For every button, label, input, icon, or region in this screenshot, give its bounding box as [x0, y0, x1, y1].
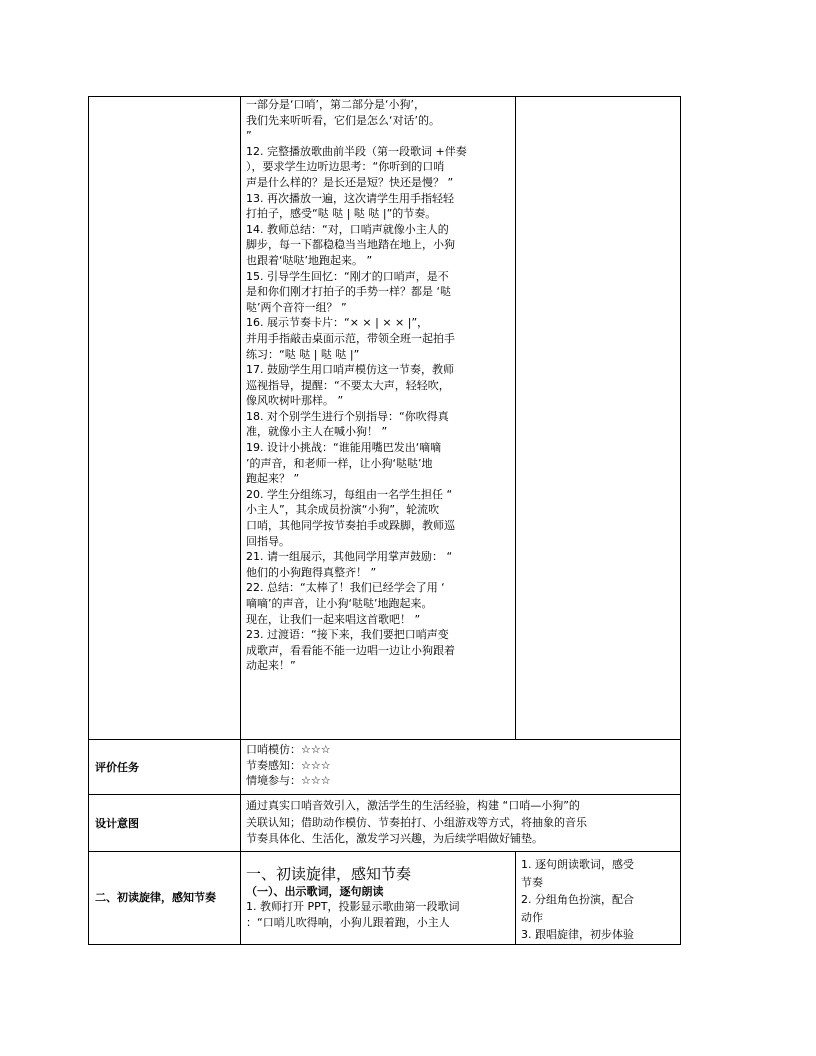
process-step-line: 像风吹树叶那样。 ”	[246, 394, 344, 408]
section2-line: ：“口哨儿吹得响，小狗儿跟着跑，小主人	[246, 915, 450, 929]
process-step-line: ），要求学生边听边思考：“你听到的口哨	[246, 160, 445, 174]
process-step-line: 13. 再次播放一遍，这次请学生用手指轻轻	[246, 191, 454, 205]
process-step-line: 哒’两个音符一组？ ”	[246, 300, 347, 314]
process-step-line: 口哨，其他同学按节奏拍手或跺脚，教师巡	[246, 519, 455, 533]
design-intent-row	[89, 795, 681, 852]
process-step-line: ”	[246, 129, 252, 143]
section2-content-cell	[241, 852, 516, 945]
process-step-line: 小主人”，其余成员扮演“小狗”，轮流吹	[246, 503, 440, 517]
process-content-cell	[241, 97, 516, 740]
activity-line: 2. 分组角色扮演，配合	[521, 893, 634, 906]
evaluation-item: 情境参与：☆☆☆	[246, 774, 331, 788]
process-step-line: 成歌声，看看能不能一边唱一边让小狗跟着	[246, 643, 455, 657]
activity-line: 3. 跟唱旋律，初步体验	[521, 928, 634, 941]
process-step-line: 19. 设计小挑战：“谁能用嘴巴发出‘嘀嘀	[246, 441, 442, 455]
design-intent-content-cell	[241, 795, 681, 852]
design-intent-line: 节奏具体化、生活化，激发学习兴趣，为后续学唱做好铺垫。	[246, 832, 543, 845]
section2-heading: 一、初读旋律，感知节奏	[246, 865, 412, 883]
section2-subheading: （一）、出示歌词，逐句朗读	[246, 885, 384, 898]
process-step-line: 巡视指导，提醒：“不要太大声，轻轻吹，	[246, 378, 450, 392]
process-step-line: 动起来！”	[246, 659, 296, 673]
process-step-line: 23. 过渡语：“接下来，我们要把口哨声变	[246, 628, 449, 642]
process-step-line: 打拍子，感受“哒 哒 | 哒 哒 |”的节奏。	[246, 207, 437, 221]
process-step-line: 22. 总结：“太棒了！我们已经学会了用 ‘	[246, 581, 445, 595]
process-step-line: 现在，让我们一起来唱这首歌吧！ ”	[246, 612, 421, 626]
section2-label-cell	[89, 852, 241, 945]
process-steps	[241, 97, 515, 674]
design-intent-label: 设计意图	[95, 817, 139, 830]
process-step-line: 12. 完整播放歌曲前半段（第一段歌词 +伴奏	[246, 144, 467, 158]
evaluation-item: 节奏感知：☆☆☆	[246, 758, 331, 772]
process-step-line: 20. 学生分组练习，每组由一名学生担任 “	[246, 487, 453, 501]
process-step-line: 声是什么样的？是长还是短？快还是慢？ ”	[246, 175, 454, 189]
process-step-line: 回指导。	[246, 534, 290, 548]
process-step-line: 并用手指敲击桌面示范，带领全班一起拍手	[246, 331, 455, 345]
evaluation-label-cell	[89, 740, 241, 795]
process-step-line: 他们的小狗跑得真整齐！ ”	[246, 565, 377, 579]
activity-line: 节奏	[521, 875, 543, 889]
evaluation-row	[89, 740, 681, 795]
evaluation-label: 评价任务	[95, 761, 139, 774]
process-activity-cell	[516, 97, 681, 740]
design-intent-line: 通过真实口哨音效引入，激活学生的生活经验，构建 “口哨—小狗”的	[246, 799, 580, 812]
process-step-line: 练习：“哒 哒 | 哒 哒 |”	[246, 347, 360, 361]
process-step-line: 17. 鼓励学生用口哨声模仿这一节奏，教师	[246, 363, 454, 377]
process-step-line: 18. 对个别学生进行个别指导：“你吹得真	[246, 409, 449, 423]
activity-line: 1. 逐句朗读歌词，感受	[521, 858, 634, 871]
process-row	[89, 97, 681, 740]
evaluation-item: 口哨模仿：☆☆☆	[246, 743, 331, 756]
process-step-line: 16. 展示节奏卡片：“× × | × × |”，	[246, 316, 429, 330]
process-step-line: 也跟着‘哒哒’地跑起来。 ”	[246, 253, 373, 267]
evaluation-content-cell	[241, 740, 681, 795]
process-step-line: 14. 教师总结：“对，口哨声就像小主人的	[246, 222, 449, 236]
section2-line: 1. 教师打开 PPT，投影显示歌曲第一段歌词	[246, 900, 460, 913]
design-intent-line: 关联认知；借助动作模仿、节奏拍打、小组游戏等方式，将抽象的音乐	[246, 815, 587, 829]
section2-activity-cell	[516, 852, 681, 945]
process-step-line: 是和你们刚才打拍子的手势一样？都是 ‘哒	[246, 285, 451, 299]
section2-label: 二、初读旋律，感知节奏	[95, 890, 216, 904]
process-step-line: 我们先来听听看，它们是怎么‘对话’的。	[246, 113, 440, 127]
process-step-line: 15. 引导学生回忆：“刚才的口哨声，是不	[246, 269, 449, 283]
process-step-line: 一部分是‘口哨’，第二部分是‘小狗’，	[246, 98, 425, 111]
lesson-plan-table	[88, 96, 681, 945]
process-step-line: 嘀嘀’的声音，让小狗‘哒哒’地跑起来。	[246, 597, 433, 610]
process-step-line: 脚步，每一下都稳稳当当地踏在地上，小狗	[246, 238, 455, 252]
process-step-line: 跑起来？ ”	[246, 472, 300, 486]
section2-row	[89, 852, 681, 945]
process-step-line: 准，就像小主人在喊小狗！ ”	[246, 425, 388, 439]
process-step-line: ’的声音，和老师一样，让小狗‘哒哒’地	[246, 456, 433, 470]
design-intent-label-cell	[89, 795, 241, 852]
activity-line: 动作	[521, 910, 543, 924]
process-label-cell	[89, 97, 241, 740]
process-step-line: 21. 请一组展示，其他同学用掌声鼓励： “	[246, 550, 453, 564]
